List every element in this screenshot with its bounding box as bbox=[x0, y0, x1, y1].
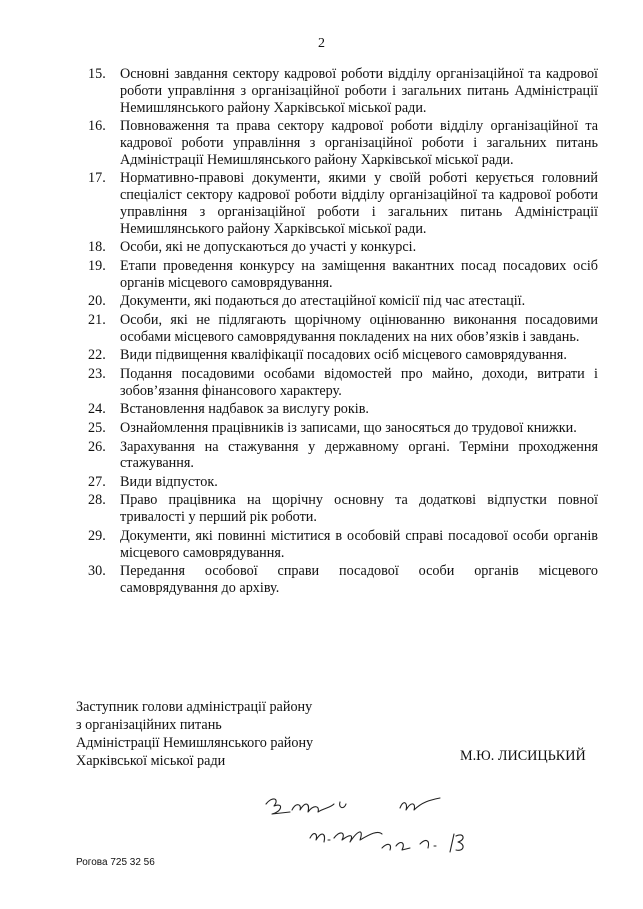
handwritten-signature-icon bbox=[260, 790, 500, 860]
item-number: 21. bbox=[88, 311, 106, 328]
item-text: Передання особової справи посадової особи органів місцевого самоврядування до архіву. bbox=[120, 563, 598, 597]
item-text: Встановлення надбавок за вислугу років. bbox=[120, 401, 369, 418]
item-number: 30. bbox=[88, 563, 106, 580]
signer-position-line: Харківської міської ради bbox=[76, 753, 226, 769]
item-number: 26. bbox=[88, 438, 106, 455]
item-text: Основні завдання сектору кадрової роботи відділу організаційної та кадрової роботи управління з організаційної роботи і загальних питань Адміністрації Немишлянського району Харківської міської ради. bbox=[120, 66, 598, 116]
list-item bbox=[88, 420, 598, 437]
item-text: Документи, які подаються до атестаційної комісії під час атестації. bbox=[120, 293, 526, 310]
list-item bbox=[88, 258, 598, 292]
signer-position-line: Адміністрації Немишлянського району bbox=[76, 735, 314, 751]
agenda-list bbox=[88, 66, 598, 599]
item-number: 27. bbox=[88, 473, 106, 490]
list-item bbox=[88, 528, 598, 562]
item-text: Документи, які повинні міститися в особовій справі посадової особи органів місцевого самоврядування. bbox=[120, 527, 598, 561]
signer-name: М.Ю. ЛИСИЦЬКИЙ bbox=[460, 748, 586, 764]
item-number: 18. bbox=[88, 239, 106, 256]
item-number: 24. bbox=[88, 401, 106, 418]
item-number: 23. bbox=[88, 365, 106, 382]
signer-position-line: Заступник голови адміністрації району bbox=[76, 699, 313, 715]
item-text: Ознайомлення працівників із записами, що заносяться до трудової книжки. bbox=[120, 419, 577, 436]
item-text: Повноваження та права сектору кадрової роботи відділу організаційної та кадрової роботи управління з організаційної роботи і загальних питань Адміністрації Немишлянського району Харківської міської ради. bbox=[120, 118, 598, 168]
page-number: 2 bbox=[318, 36, 325, 51]
item-text: Етапи проведення конкурсу на заміщення вакантних посад посадових осіб органів місцевого самоврядування. bbox=[120, 257, 598, 291]
handwritten-approval-mark bbox=[260, 790, 500, 865]
item-text: Види відпусток. bbox=[120, 473, 218, 490]
list-item bbox=[88, 312, 598, 346]
item-number: 29. bbox=[88, 527, 106, 544]
list-item bbox=[88, 347, 598, 364]
item-number: 28. bbox=[88, 492, 106, 509]
list-item bbox=[88, 66, 598, 116]
list-item bbox=[88, 170, 598, 237]
item-number: 22. bbox=[88, 347, 106, 364]
item-text: Зарахування на стажування у державному органі. Терміни проходження стажування. bbox=[120, 438, 598, 472]
list-item bbox=[88, 492, 598, 526]
item-text: Особи, які не допускаються до участі у конкурсі. bbox=[120, 239, 417, 256]
item-text: Право працівника на щорічну основну та додаткові відпустки повної тривалості у перший рік роботи. bbox=[120, 492, 598, 526]
footer-contact-note: Рогова 725 32 56 bbox=[76, 857, 155, 868]
item-text: Види підвищення кваліфікації посадових осіб місцевого самоврядування. bbox=[120, 347, 567, 364]
item-number: 19. bbox=[88, 257, 106, 274]
item-text: Нормативно-правові документи, якими у своїй роботі керується головний спеціаліст сектору кадрової роботи відділу організаційної та кадрової роботи управління з організаційної роботи і загальних питань Адміністрації Немишлянського району Харківської міської ради. bbox=[120, 170, 598, 237]
list-item bbox=[88, 401, 598, 418]
item-text: Особи, які не підлягають щорічному оцінюванню виконання посадовими особами місцевого самоврядування покладених на них обов’язків і завдань. bbox=[120, 311, 598, 345]
item-number: 15. bbox=[88, 66, 106, 82]
list-item bbox=[88, 293, 598, 310]
item-number: 20. bbox=[88, 293, 106, 310]
signer-position-line: з організаційних питань bbox=[76, 717, 222, 733]
item-number: 17. bbox=[88, 170, 106, 187]
item-text: Подання посадовими особами відомостей про майно, доходи, витрати і зобов’язання фінансового характеру. bbox=[120, 365, 598, 399]
list-item bbox=[88, 239, 598, 256]
list-item bbox=[88, 439, 598, 473]
list-item bbox=[88, 563, 598, 597]
list-item bbox=[88, 118, 598, 168]
item-number: 25. bbox=[88, 419, 106, 436]
list-item bbox=[88, 474, 598, 491]
item-number: 16. bbox=[88, 118, 106, 135]
list-item bbox=[88, 366, 598, 400]
